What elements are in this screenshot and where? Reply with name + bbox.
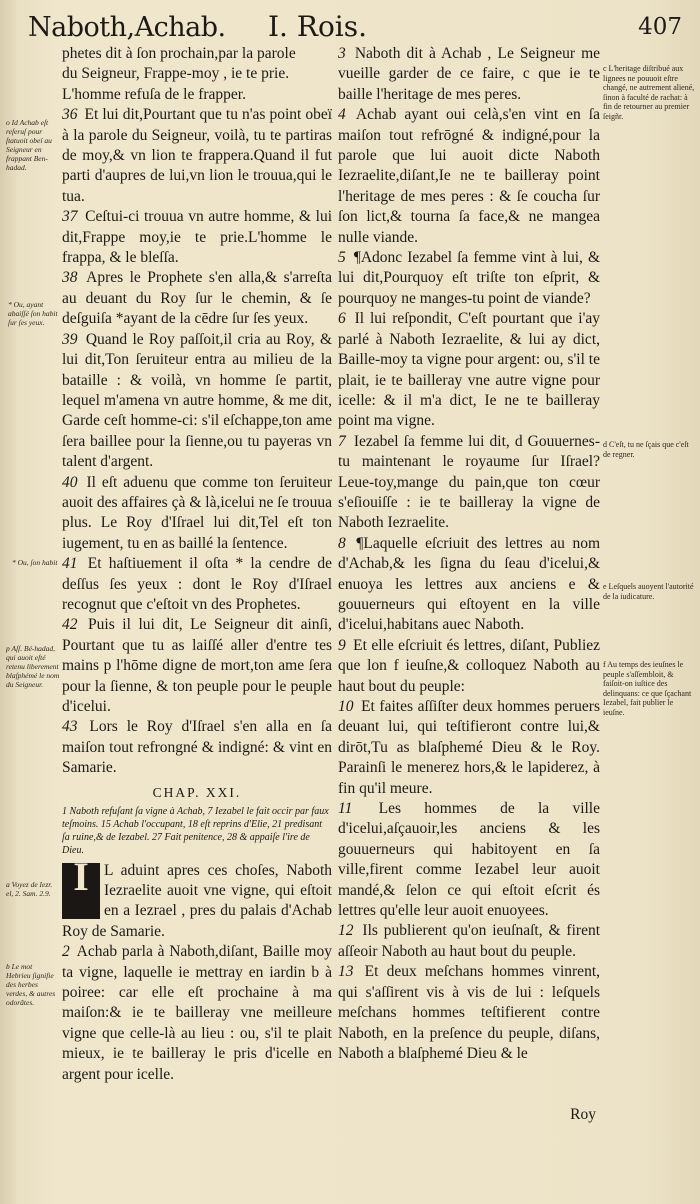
verse-text: ¶Adonc Iezabel ſa femme vint à lui, & lui dit,Pourquoy eſt triſte ton eſprit, & pourquoy ne manges-tu point de viande? [338,249,601,307]
verse-number: 7 [338,432,346,450]
running-header [28,10,682,48]
verse [338,248,600,309]
verse-text: Et lui dit,Pourtant que tu n'as point obeï à la parole du Seigneur, voilà, tu te partiras de moy,& vn lion te frappera.Quand il fut parti d'aupres de lui,vn lion le trouua,qui le tua. [62,106,333,205]
verse-number: 41 [62,555,78,573]
verse-text: Apres le Prophete s'en alla,& s'arreſta au deuant du Roy ſur le chemin, & ſe deſguiſa *ayant de la cēdre ſur ſes yeux. [62,269,332,328]
verse [62,207,332,268]
header-book-title: I. Rois. [268,10,368,43]
verse [338,697,600,799]
verse-text: L aduint apres ces choſes, Naboth Iezraelite auoit vne vigne, qui eſtoit en a Iezrael , pres du palais d'Achab Roy de Samarie. [62,861,332,940]
verse-number: 36 [62,106,78,124]
verse-text: Il eſt aduenu que comme ton ſeruiteur auoit des affaires çà & là,icelui ne ſe trouua plus. Le Roy d'Iſrael lui dit,Tel eſt ton iugement, tu en as baillé la ſentence. [62,473,333,552]
margin-note-a: a Voyez de Iezr. el, 2. Sam. 2.9. [6,880,53,898]
verse [62,105,332,207]
verse-number: 6 [338,310,346,328]
verse [338,44,600,105]
verse-number: 43 [62,718,78,736]
verse-text: Achab ayant oui celà,s'en vint en ſa maiſon tout refrōgné & indigné,pour la parole que lui auoit dicte Naboth Iezraelite,diſant,Ie ne te bailleray point l'heritage de mes peres : & ſe coucha ſur ſon lict,& tourna ſa face,& ne mangea nulle viande. [338,106,600,246]
verse-number: 2 [62,943,70,961]
verse-text: Naboth dit à Achab , Le Seigneur me vueille garder de ce faire, c que ie te baille l'heritage de mes peres. [338,45,601,103]
verse-text: Quand le Roy paſſoit,il cria au Roy, & lui dit,Ton ſeruiteur entra au milieu de la bataille : & voilà, vn homme ſe partit, lequel m'amena vn autre homme, & me dit, Garde ceſt homme-ci: s'il eſchappe,ton ame ſera baillee pour la ſienne,ou tu payeras vn talent d'argent. [62,330,333,471]
verse [62,853,332,943]
dropcap-initial: I [62,863,100,919]
verse [338,432,600,534]
verse [62,615,332,717]
verse-number: 13 [338,963,354,981]
verse-number: 5 [338,249,346,267]
verse-text: Iezabel ſa femme lui dit, d Gouuernes-tu maintenant le royaume ſur Iſrael? Leue-toy,mange du pain,que ton cœur s'eſiouiſſe : ie te bailleray la vigne de Naboth Iezraelite. [338,432,600,532]
chapter-summary: 1 Naboth refuſant ſa vigne à Achab, 7 Iezabel le fait occir par faux teſmoins. 15 Achab l'occupant, 18 eſt reprins d'Elie, 21 predisant ſa ruine,& de Iezabel. 27 Fait penitence, 28 & appaiſe l'ire de Dieu. [62,805,329,856]
verse [338,636,600,697]
verse-number: 4 [338,106,346,124]
verse-text: Achab parla à Naboth,diſant, Baille moy ta vigne, laquelle ie mettray en iardin b à poiree: car elle eſt prochaine à ma maiſon:& ie te bailleray vne meilleure vigne que celle-là au lieu : ou, s'il te plait mieux, ie te bailleray le pris d'icelle en argent pour icelle. [62,943,332,1083]
verse [338,534,600,636]
verse-number: 12 [338,922,354,940]
verse [62,268,332,329]
margin-note-d: d C'eſt, tu ne ſçais que c'eſt de regner. [603,440,689,459]
verse-number: 11 [338,800,353,818]
verse-number: 8 [338,534,346,552]
margin-note-e: e Leſquels auoyent l'autorité de la iudicature. [603,582,694,601]
header-title-left: Naboth,Achab. [28,12,226,43]
verse [62,717,332,778]
verse-number: 38 [62,269,78,287]
verse-text: Et deux meſchans hommes vinrent, qui s'aſſirent vis à vis de lui : leſquels meſchans hommes teſtifierent contre Naboth, en la preſence du peuple, diſans, Naboth a blaſphemé Dieu & le [338,963,600,1062]
verse [62,942,332,1085]
verse-number: 42 [62,616,78,634]
verse-text: Lors le Roy d'Iſrael s'en alla en ſa maiſon tout refrongné & indigné: & vint en Samarie. [62,718,332,777]
verse-text: Ceſtui-ci trouua vn autre homme, & lui dit,Frappe moy,ie te prie.L'homme le frappa, & le bleſſa. [62,208,333,267]
right-column [338,44,600,1126]
verse-text: Les hommes de la ville d'icelui,aſçauoir,les anciens & les gouuerneurs qui habitoyent en ſa ville,firent comme Iezabel leur auoit mandé,& ſelon ce qui eſtoit eſcrit és lettres qu'elle leur auoit enuoyees. [338,800,600,920]
verse-text: Et faites aſſiſter deux hommes peruers deuant lui, qui teſtifieront contre lui,& dirōt,Tu as blaſphemé Dieu & le Roy. Parainſi le menerez hors,& le lapiderez, à fin qu'il meure. [338,698,601,797]
verse-number: 37 [62,208,78,226]
verse-text: Il lui reſpondit, C'eſt pourtant que i'ay parlé à Naboth Iezraelite, & lui ay dict, Baille-moy ta vigne pour argent: ou, s'il te plait, ie te bailleray vne autre vigne pour icelle: & il m'a dict, Ie ne te bailleray point ma vigne. [338,310,600,430]
verse-number: 10 [338,698,354,715]
verse [338,1085,600,1105]
verse-text: Ils publierent qu'on ieuſnaſt, & firent aſſeoir Naboth au haut bout du peuple. [338,922,601,960]
verse [338,799,600,921]
verse [62,554,332,615]
verse [62,473,332,555]
margin-note-f: f Au temps des ieuſnes le peuple s'aſſembloit, & faiſoit-on iuſtice des delinquans: ce que ſçachant Iezabel, fait publier le ieuſne. [603,660,692,717]
verse [338,105,600,248]
verse-text: Et elle eſcriuit és lettres, diſant, Publiez que lon f ieuſne,& colloquez Naboth au haut bout du peuple: [338,636,601,695]
chapter-title: CHAP. XXI. [152,784,242,800]
verse [338,962,600,1064]
verse-number: 40 [62,473,78,491]
intro-line: phetes dit à ſon prochain,par la parole [62,45,296,62]
margin-note-o: o Id Achab eſt reſeruſ pour ſtatuoit obeï au Seigneur en frappant Ben-hadad. [6,118,52,172]
intro-line: L'homme refuſa de le frapper. [62,85,246,103]
verse [338,1064,600,1084]
margin-note-habit: * Ou, ſon habit [12,558,58,567]
verse-text: Puis il lui dit, Le Seigneur dit ainſi, Pourtant que tu as laiſſé aller d'entre tes mains p l'hōme digne de mort,ton ame ſera pour la ſienne, & ton peuple pour le peuple d'icelui. [62,616,333,715]
verse-text: Et haſtiuement il oſta * la cendre de deſſus ſes yeux : dont le Roy d'Iſrael recognut que c'eſtoit vn des Prophetes. [62,555,333,613]
margin-note-ash: * Ou, ayant abaiſſé ſon habit ſur ſes yeux. [8,300,58,327]
verse-number: 39 [62,330,78,348]
verse-number: 9 [338,636,346,654]
verse-number: 3 [338,45,346,62]
verse [62,330,332,473]
left-column [62,44,332,1085]
margin-note-b: b Le mot Hebrieu ſignifie des herbes verdes, & autres odorātes. [6,962,56,1007]
verse-text: ¶Laquelle eſcriuit des lettres au nom d'Achab,& les ſigna du ſeau d'icelui,& enuoya les lettres aux anciens e & gouuerneurs qui eſtoyent en la ville d'icelui,habitans auec Naboth. [338,534,601,634]
margin-note-p: p Aſſ. Bé-hadad, qui auoit eſté retenu liberement blaſphémé le nom du Seigneur. [6,644,60,689]
page-number: 407 [638,14,682,40]
catchword: Roy [570,1106,596,1124]
verse [338,309,600,431]
verse [338,921,600,962]
margin-note-c: c L'heritage diſtribué aux lignees ne pouuoit eſtre changé, ne autrement aliené, ſinon à faculté de rachat: à fin de retourner au premier ſeigñr. [603,64,695,121]
intro-line: du Seigneur, Frappe-moy , ie te prie. [62,65,290,83]
